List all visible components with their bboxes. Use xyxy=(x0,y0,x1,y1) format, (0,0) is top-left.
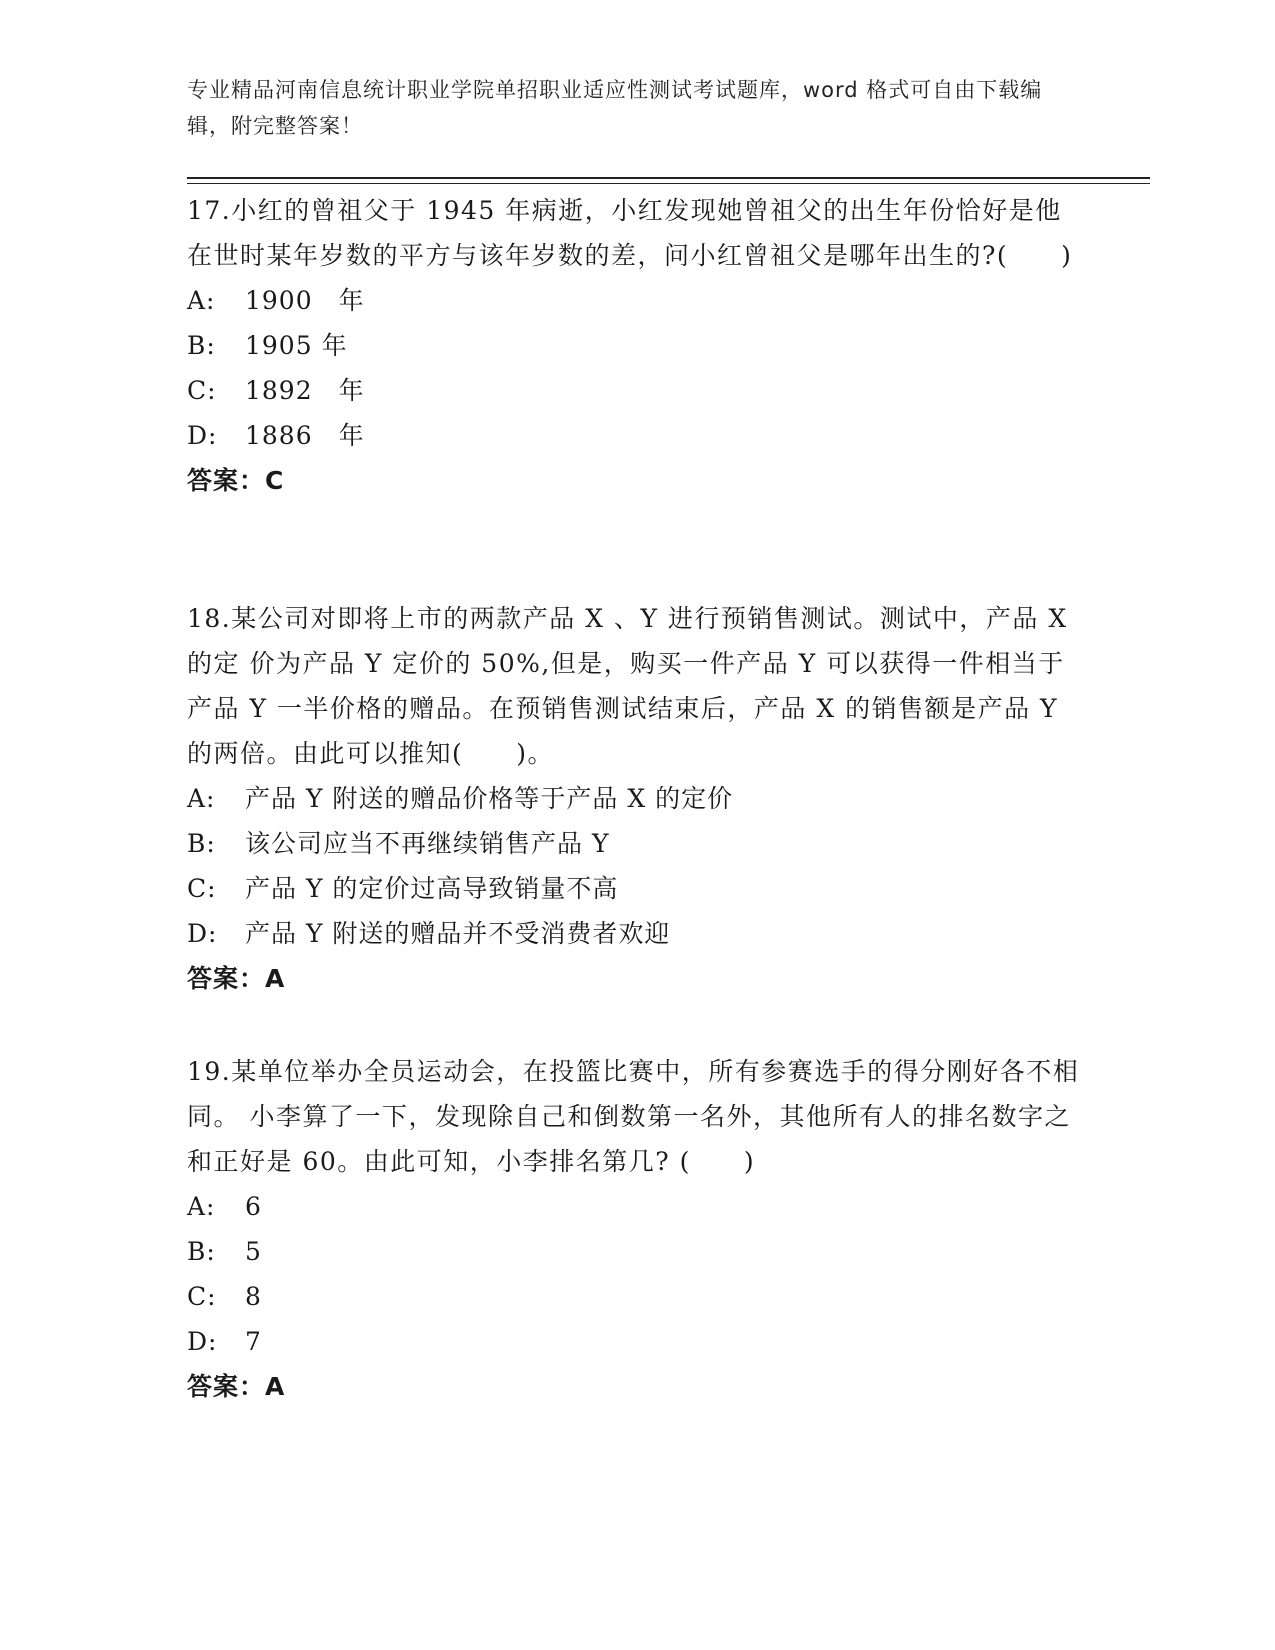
option-letter: D: xyxy=(187,1327,218,1356)
option-text: 7 xyxy=(245,1327,262,1356)
option-c xyxy=(187,368,1087,413)
question-text: 19.某单位举办全员运动会，在投篮比赛中，所有参赛选手的得分刚好各不相同。 小李算了一下，发现除自己和倒数第一名外，其他所有人的排名数字之和正好是 60。由此可知，小李排名第几? ( ) xyxy=(187,1057,1080,1176)
option-letter: C: xyxy=(187,874,217,903)
header-divider-thin xyxy=(187,183,1150,184)
question-text: 17.小红的曾祖父于 1945 年病逝，小红发现她曾祖父的出生年份恰好是他在世时某年岁数的平方与该年岁数的差，问小红曾祖父是哪年出生的?( ) xyxy=(187,196,1073,270)
answer-line: 答案：A xyxy=(187,1372,286,1401)
option-c xyxy=(187,866,1087,911)
option-text: 8 xyxy=(245,1282,262,1311)
option-text: 该公司应当不再继续销售产品 Y xyxy=(245,829,610,858)
option-text: 1900 年 xyxy=(245,286,365,315)
option-text: 1892 年 xyxy=(245,376,365,405)
option-letter: D: xyxy=(187,919,218,948)
question-17 xyxy=(187,188,1087,503)
option-letter: B: xyxy=(187,829,216,858)
question-text: 18.某公司对即将上市的两款产品 X 、Y 进行预销售测试。测试中，产品 X 的定 价为产品 Y 定价的 50%,但是，购买一件产品 Y 可以获得一件相当于产品 Y 一半价格的赠品。在预销售测试结束后，产品 X 的销售额是产品 Y 的两倍。由此可以推知( )。 xyxy=(187,604,1068,768)
option-letter: A: xyxy=(187,1192,216,1221)
option-letter: A: xyxy=(187,784,216,813)
option-letter: A: xyxy=(187,286,216,315)
option-d xyxy=(187,1319,1087,1364)
option-letter: C: xyxy=(187,1282,217,1311)
option-a xyxy=(187,776,1087,821)
option-text: 产品 Y 的定价过高导致销量不高 xyxy=(245,874,619,903)
option-text: 1886 年 xyxy=(245,421,365,450)
option-letter: C: xyxy=(187,376,217,405)
option-b xyxy=(187,1229,1087,1274)
header-divider-thick xyxy=(187,177,1150,179)
option-text: 产品 Y 附送的赠品价格等于产品 X 的定价 xyxy=(245,784,734,813)
answer-line: 答案：C xyxy=(187,466,285,495)
option-b xyxy=(187,323,1087,368)
document-header: 专业精品河南信息统计职业学院单招职业适应性测试考试题库，word 格式可自由下载编辑，附完整答案！ xyxy=(187,78,1043,138)
option-c xyxy=(187,1274,1087,1319)
option-a xyxy=(187,278,1087,323)
option-text: 6 xyxy=(245,1192,262,1221)
option-text: 5 xyxy=(245,1237,262,1266)
option-d xyxy=(187,413,1087,458)
option-letter: B: xyxy=(187,331,216,360)
question-19 xyxy=(187,1049,1087,1409)
option-text: 1905 年 xyxy=(245,331,348,360)
option-d xyxy=(187,911,1087,956)
option-letter: D: xyxy=(187,421,218,450)
question-18 xyxy=(187,596,1087,1001)
option-text: 产品 Y 附送的赠品并不受消费者欢迎 xyxy=(245,919,671,948)
answer-line: 答案：A xyxy=(187,964,286,993)
option-a xyxy=(187,1184,1087,1229)
option-b xyxy=(187,821,1087,866)
option-letter: B: xyxy=(187,1237,216,1266)
